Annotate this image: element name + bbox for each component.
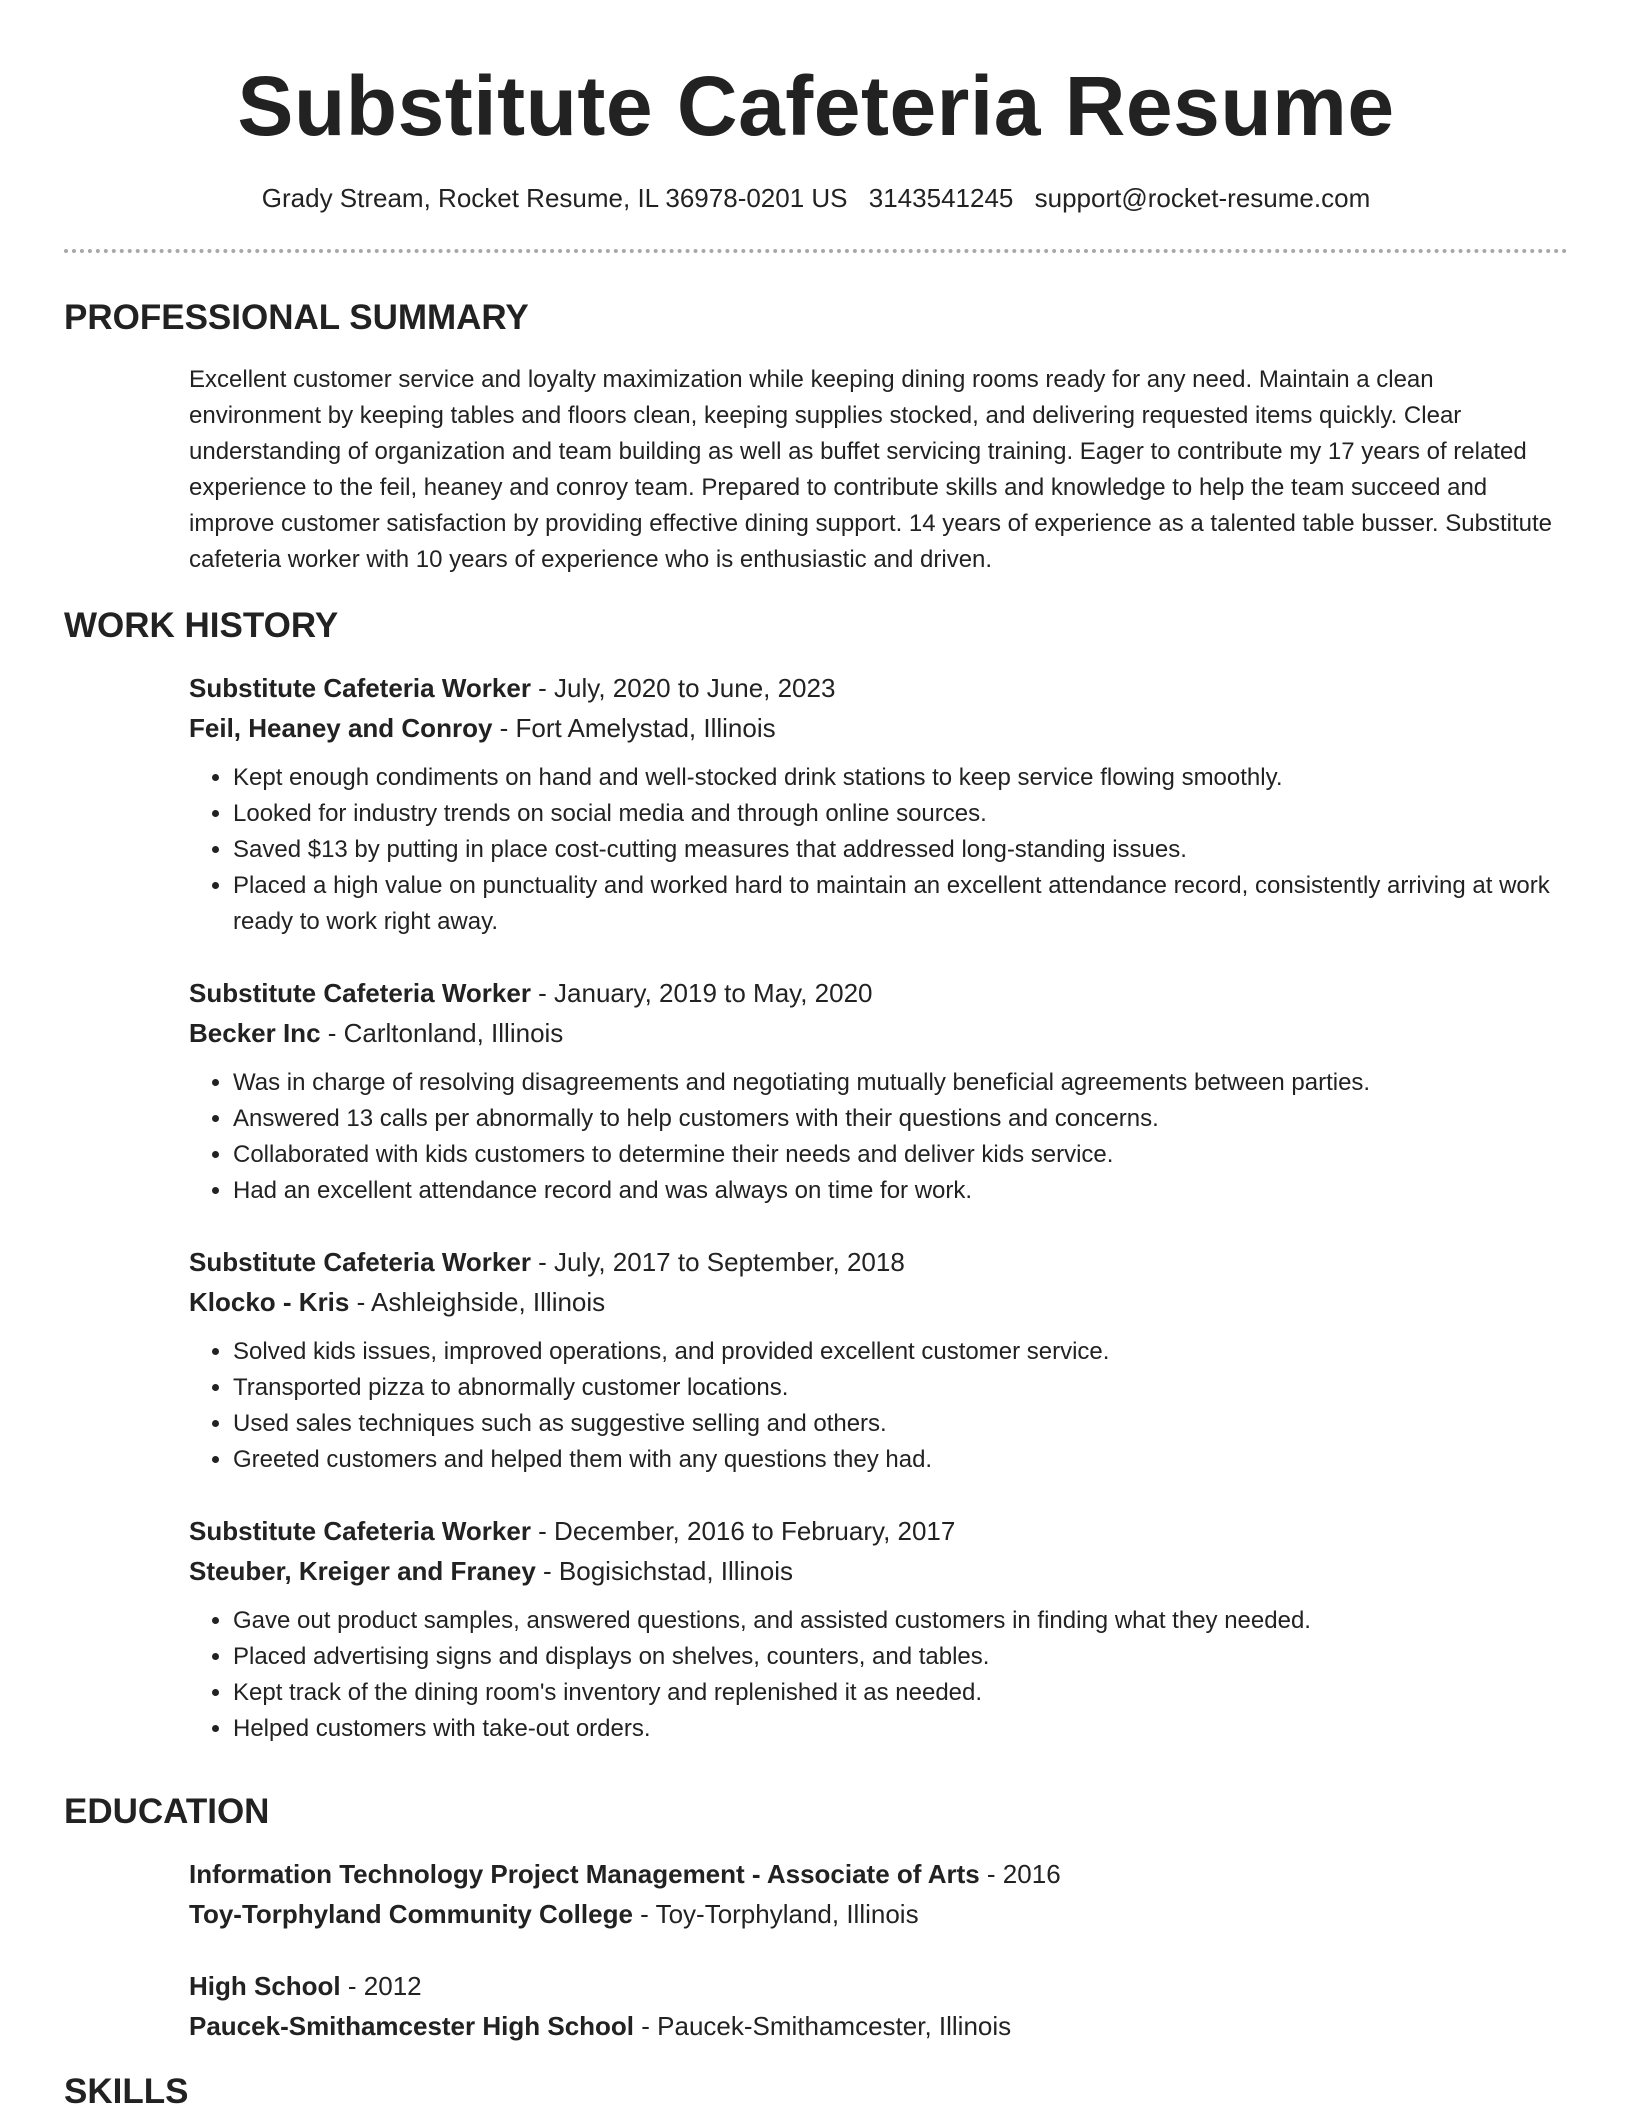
job-bullet: • Saved $13 by putting in place cost-cutting measures that addressed long-standing issues. <box>233 832 1569 868</box>
job-company: Steuber, Kreiger and Franey <box>189 1556 536 1586</box>
job-dates: - July, 2017 to September, 2018 <box>530 1247 905 1277</box>
job-bullet: • Placed advertising signs and displays on shelves, counters, and tables. <box>233 1639 1569 1675</box>
education-year: - 2012 <box>340 1971 422 2001</box>
job-title-line <box>189 973 1569 1013</box>
job-company-line <box>189 1013 1569 1053</box>
job-bullets <box>189 1334 1569 1478</box>
resume-title: Substitute Cafeteria Resume <box>237 59 1395 153</box>
job-company: Klocko - Kris <box>189 1287 350 1317</box>
education-section <box>189 1854 1569 2078</box>
education-year: - 2016 <box>979 1859 1061 1889</box>
job-company: Becker Inc <box>189 1018 321 1048</box>
job-entry <box>189 1242 1569 1478</box>
job-bullet: • Kept track of the dining room's inventory and replenished it as needed. <box>233 1675 1569 1711</box>
education-school: Toy-Torphyland Community College <box>189 1899 633 1929</box>
job-bullet: • Used sales techniques such as suggestive selling and others. <box>233 1406 1569 1442</box>
skills-heading: SKILLS <box>64 2072 189 2111</box>
education-school-line <box>189 1894 1569 1934</box>
education-school: Paucek-Smithamcester High School <box>189 2011 635 2041</box>
education-heading: EDUCATION <box>64 1792 270 1831</box>
job-dates: - July, 2020 to June, 2023 <box>530 673 836 703</box>
job-bullet: • Transported pizza to abnormally customer locations. <box>233 1370 1569 1406</box>
education-location: - Paucek-Smithamcester, Illinois <box>634 2011 1012 2041</box>
summary-text: Excellent customer service and loyalty maximization while keeping dining rooms ready for any need. Maintain a clean environment by keeping tables and floors clean, keeping supplies stocked, and delivering requested items quickly. Clear understanding of organization and team building as well as buffet servicing training. Eager to contribute my 17 years of related experience to the feil, heaney and conroy team. Prepared to contribute skills and knowledge to help the team succeed and improve customer satisfaction by providing effective dining support. 14 years of experience as a talented table busser. Substitute cafeteria worker with 10 years of experience who is enthusiastic and driven. <box>189 366 1552 573</box>
job-bullets <box>189 1603 1569 1747</box>
job-title: Substitute Cafeteria Worker <box>189 1516 531 1546</box>
job-bullet: • Looked for industry trends on social media and through online sources. <box>233 796 1569 832</box>
job-title: Substitute Cafeteria Worker <box>189 673 531 703</box>
job-title: Substitute Cafeteria Worker <box>189 978 531 1008</box>
job-company: Feil, Heaney and Conroy <box>189 713 493 743</box>
job-company-line <box>189 1551 1569 1591</box>
job-title-line <box>189 1242 1569 1282</box>
education-entry <box>189 1966 1569 2046</box>
work-history-heading: WORK HISTORY <box>64 606 339 645</box>
job-bullets <box>189 1065 1569 1209</box>
job-dates: - December, 2016 to February, 2017 <box>530 1516 956 1546</box>
education-entry <box>189 1854 1569 1934</box>
job-company-line <box>189 1282 1569 1322</box>
job-title-line <box>189 668 1569 708</box>
job-dates: - January, 2019 to May, 2020 <box>530 978 873 1008</box>
job-bullet: • Collaborated with kids customers to determine their needs and deliver kids service. <box>233 1137 1569 1173</box>
job-location: - Fort Amelystad, Illinois <box>492 713 776 743</box>
job-entry <box>189 973 1569 1209</box>
contact-phone: 3143541245 <box>868 183 1014 213</box>
job-entry <box>189 668 1569 940</box>
job-title: Substitute Cafeteria Worker <box>189 1247 531 1277</box>
job-bullet: • Kept enough condiments on hand and well-stocked drink stations to keep service flowing smoothly. <box>233 760 1569 796</box>
contact-address: Grady Stream, Rocket Resume, IL 36978-0201 US <box>261 183 848 213</box>
job-bullet: • Answered 13 calls per abnormally to help customers with their questions and concerns. <box>233 1101 1569 1137</box>
job-bullet: • Solved kids issues, improved operations, and provided excellent customer service. <box>233 1334 1569 1370</box>
job-company-line <box>189 708 1569 748</box>
job-bullet: • Greeted customers and helped them with any questions they had. <box>233 1442 1569 1478</box>
education-degree-line <box>189 1854 1569 1894</box>
job-bullet: • Had an excellent attendance record and was always on time for work. <box>233 1173 1569 1209</box>
contact-line <box>0 180 1632 216</box>
education-location: - Toy-Torphyland, Illinois <box>632 1899 919 1929</box>
education-school-line <box>189 2006 1569 2046</box>
education-degree: Information Technology Project Management - Associate of Arts <box>189 1859 980 1889</box>
header-divider <box>64 249 1568 253</box>
job-title-line <box>189 1511 1569 1551</box>
education-degree-line <box>189 1966 1569 2006</box>
job-location: - Ashleighside, Illinois <box>349 1287 606 1317</box>
job-location: - Bogisichstad, Illinois <box>535 1556 794 1586</box>
work-history-section <box>189 668 1569 1780</box>
job-bullet: • Gave out product samples, answered questions, and assisted customers in finding what they needed. <box>233 1603 1569 1639</box>
summary-section <box>189 362 1569 578</box>
job-bullet: • Placed a high value on punctuality and worked hard to maintain an excellent attendance record, consistently arriving at work ready to work right away. <box>233 868 1569 940</box>
job-entry <box>189 1511 1569 1747</box>
contact-email: support@rocket-resume.com <box>1034 183 1371 213</box>
job-bullet: • Was in charge of resolving disagreements and negotiating mutually beneficial agreements between parties. <box>233 1065 1569 1101</box>
job-bullets <box>189 760 1569 940</box>
job-location: - Carltonland, Illinois <box>320 1018 564 1048</box>
job-bullet: • Helped customers with take-out orders. <box>233 1711 1569 1747</box>
summary-heading: PROFESSIONAL SUMMARY <box>64 298 529 337</box>
education-degree: High School <box>189 1971 341 2001</box>
